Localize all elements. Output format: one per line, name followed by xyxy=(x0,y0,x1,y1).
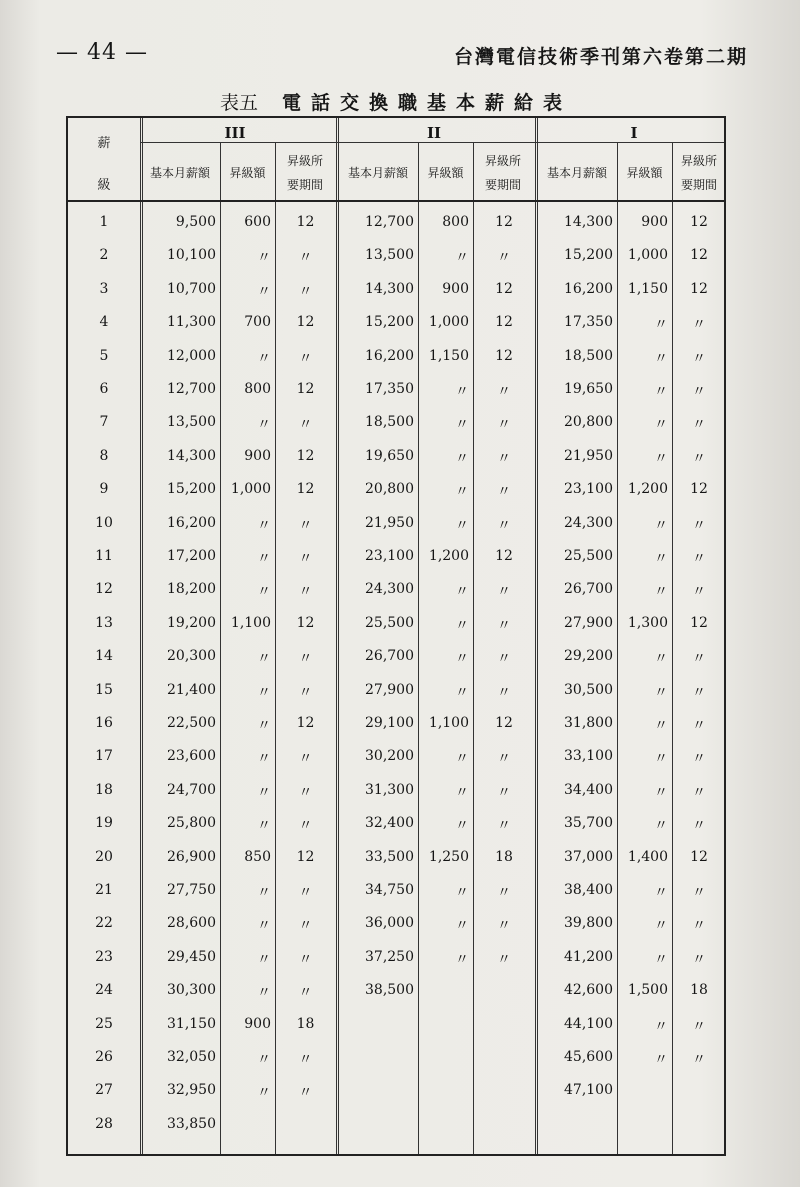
raise-period-cell: 〃 xyxy=(298,684,313,701)
raise-amount-cell: 〃 xyxy=(654,751,668,768)
raise-period-cell: 12 xyxy=(495,280,513,297)
raise-period-cell: 〃 xyxy=(692,517,706,534)
base-salary-cell: 26,900 xyxy=(167,848,216,865)
base-salary-cell: 42,600 xyxy=(564,982,613,999)
base-salary-cell: 25,500 xyxy=(564,548,613,564)
base-salary-cell: 21,950 xyxy=(365,514,414,531)
base-salary-cell: 24,300 xyxy=(564,514,613,531)
raise-period-cell: 〃 xyxy=(692,384,706,400)
raise-amount-cell: 〃 xyxy=(257,1052,271,1068)
page-header xyxy=(56,40,748,74)
base-salary-cell: 12,700 xyxy=(167,381,216,397)
col-header-period-bottom-III: 要期間 xyxy=(286,178,323,192)
raise-period-cell: 12 xyxy=(495,548,513,564)
base-salary-cell: 17,350 xyxy=(365,381,414,397)
raise-amount-cell: 〃 xyxy=(654,350,668,367)
raise-period-cell: 〃 xyxy=(692,584,706,601)
raise-amount-cell: 〃 xyxy=(257,250,271,267)
col-header-period-top-I: 昇級所 xyxy=(680,154,717,168)
base-salary-cell: 17,200 xyxy=(167,548,216,564)
base-salary-cell: 34,400 xyxy=(564,781,613,798)
raise-amount-cell: 〃 xyxy=(654,818,668,835)
group-header-II: II xyxy=(426,124,442,142)
raise-amount-cell: 〃 xyxy=(257,918,271,935)
col-header-period-top-II: 昇級所 xyxy=(484,154,521,168)
raise-amount-cell: 〃 xyxy=(654,1018,668,1035)
base-salary-cell: 12,700 xyxy=(365,214,414,230)
base-salary-cell: 20,800 xyxy=(365,481,414,498)
raise-amount-cell: 〃 xyxy=(455,684,469,701)
group-header-I: I xyxy=(630,124,638,142)
base-salary-cell: 13,500 xyxy=(365,247,414,264)
base-salary-cell: 11,300 xyxy=(167,314,216,331)
col-header-base-I: 基本月薪額 xyxy=(546,166,607,180)
raise-period-cell: 〃 xyxy=(298,417,313,434)
base-salary-cell: 10,100 xyxy=(167,247,216,264)
raise-period-cell: 12 xyxy=(690,614,708,631)
raise-amount-cell: 1,400 xyxy=(627,848,668,865)
base-salary-cell: 27,900 xyxy=(564,614,613,631)
base-salary-cell: 31,800 xyxy=(564,715,613,731)
level-number: 10 xyxy=(95,514,113,531)
raise-amount-cell: 〃 xyxy=(257,985,271,1002)
raise-period-cell: 〃 xyxy=(298,584,313,601)
level-number: 26 xyxy=(95,1049,113,1065)
raise-amount-cell: 〃 xyxy=(455,484,469,501)
raise-amount-cell: 1,000 xyxy=(230,481,271,498)
level-number: 15 xyxy=(95,681,113,698)
raise-amount-cell: 1,150 xyxy=(627,280,668,297)
level-number: 5 xyxy=(99,347,109,364)
raise-amount-cell: 〃 xyxy=(257,718,271,734)
raise-period-cell: 〃 xyxy=(298,818,313,835)
raise-amount-cell: 〃 xyxy=(257,818,271,835)
raise-amount-cell: 〃 xyxy=(455,517,469,534)
raise-period-cell: 〃 xyxy=(497,951,511,968)
raise-period-cell: 〃 xyxy=(497,751,511,768)
level-number: 9 xyxy=(99,481,109,498)
raise-amount-cell: 700 xyxy=(244,314,271,331)
base-salary-cell: 26,700 xyxy=(564,581,613,598)
col-header-raise-III: 昇級額 xyxy=(229,166,266,180)
base-salary-cell: 30,300 xyxy=(167,982,216,999)
base-salary-cell: 29,450 xyxy=(167,948,216,965)
col-header-period-top-III: 昇級所 xyxy=(286,154,323,168)
raise-amount-cell: 〃 xyxy=(654,918,668,935)
raise-amount-cell: 600 xyxy=(244,214,271,230)
level-header-bottom: 級 xyxy=(97,178,111,193)
base-salary-cell: 23,100 xyxy=(564,481,613,498)
raise-amount-cell: 1,500 xyxy=(627,982,668,999)
base-salary-cell: 36,000 xyxy=(365,915,414,932)
level-header-top: 薪 xyxy=(97,136,111,151)
level-number: 11 xyxy=(95,548,113,564)
base-salary-cell: 32,950 xyxy=(167,1082,216,1099)
raise-amount-cell: 〃 xyxy=(654,417,668,434)
base-salary-cell: 25,500 xyxy=(365,614,414,631)
raise-period-cell: 12 xyxy=(495,347,513,364)
base-salary-cell: 12,000 xyxy=(167,347,216,364)
raise-amount-cell: 1,150 xyxy=(428,347,469,364)
raise-amount-cell: 1,300 xyxy=(627,614,668,631)
raise-period-cell: 〃 xyxy=(497,484,511,501)
col-header-period-bottom-II: 要期間 xyxy=(484,178,521,192)
raise-period-cell: 12 xyxy=(690,280,708,297)
base-salary-cell: 20,800 xyxy=(564,414,613,431)
raise-amount-cell: 850 xyxy=(244,848,271,865)
raise-period-cell: 〃 xyxy=(298,951,313,968)
base-salary-cell: 23,600 xyxy=(167,748,216,765)
raise-amount-cell: 800 xyxy=(442,214,469,230)
table-caption xyxy=(0,88,800,118)
raise-amount-cell: 〃 xyxy=(654,584,668,601)
raise-amount-cell: 〃 xyxy=(455,951,469,968)
level-number: 1 xyxy=(99,214,109,230)
raise-amount-cell: 〃 xyxy=(654,450,668,467)
raise-amount-cell: 〃 xyxy=(654,551,668,567)
base-salary-cell: 37,250 xyxy=(365,948,414,965)
raise-period-cell: 18 xyxy=(690,982,708,999)
base-salary-cell: 9,500 xyxy=(175,214,216,230)
base-salary-cell: 19,200 xyxy=(167,614,216,631)
base-salary-cell: 30,200 xyxy=(365,748,414,765)
raise-period-cell: 〃 xyxy=(497,684,511,701)
raise-amount-cell: 〃 xyxy=(257,584,271,601)
raise-amount-cell: 〃 xyxy=(654,718,668,734)
raise-period-cell: 〃 xyxy=(298,885,313,901)
raise-period-cell: 〃 xyxy=(692,317,706,334)
raise-period-cell: 〃 xyxy=(692,885,706,901)
raise-period-cell: 〃 xyxy=(497,617,511,634)
raise-period-cell: 〃 xyxy=(497,384,511,400)
raise-amount-cell: 〃 xyxy=(654,1052,668,1068)
col-header-period-bottom-I: 要期間 xyxy=(680,178,717,192)
base-salary-cell: 45,600 xyxy=(564,1049,613,1065)
base-salary-cell: 44,100 xyxy=(564,1015,613,1032)
raise-period-cell: 〃 xyxy=(692,651,706,668)
base-salary-cell: 18,500 xyxy=(564,347,613,364)
group-header-III: III xyxy=(224,124,246,142)
raise-amount-cell: 〃 xyxy=(654,784,668,801)
level-number: 2 xyxy=(99,247,109,264)
level-number: 19 xyxy=(95,815,113,832)
raise-period-cell: 〃 xyxy=(298,1085,313,1102)
base-salary-cell: 14,300 xyxy=(167,447,216,464)
level-number: 3 xyxy=(99,280,109,297)
base-salary-cell: 16,200 xyxy=(365,347,414,364)
base-salary-cell: 38,500 xyxy=(365,982,414,999)
raise-period-cell: 〃 xyxy=(298,517,313,534)
raise-period-cell: 12 xyxy=(296,715,315,731)
raise-amount-cell: 〃 xyxy=(257,951,271,968)
raise-amount-cell: 〃 xyxy=(257,885,271,901)
level-number: 25 xyxy=(95,1015,113,1032)
raise-amount-cell: 〃 xyxy=(257,283,271,300)
raise-period-cell: 〃 xyxy=(692,951,706,968)
base-salary-cell: 17,350 xyxy=(564,314,613,331)
level-number: 4 xyxy=(99,314,109,331)
raise-period-cell: 12 xyxy=(690,214,708,230)
raise-period-cell: 18 xyxy=(495,848,513,865)
group-divider xyxy=(140,118,143,1154)
raise-amount-cell: 〃 xyxy=(654,951,668,968)
page-number: — 44 — xyxy=(56,40,148,65)
raise-period-cell: 〃 xyxy=(298,1052,313,1068)
raise-period-cell: 12 xyxy=(296,314,315,331)
raise-period-cell: 〃 xyxy=(497,250,511,267)
raise-amount-cell: 〃 xyxy=(654,317,668,334)
raise-period-cell: 〃 xyxy=(692,751,706,768)
base-salary-cell: 10,700 xyxy=(167,280,216,297)
raise-period-cell: 〃 xyxy=(298,985,313,1002)
raise-period-cell: 12 xyxy=(296,848,315,865)
raise-period-cell: 〃 xyxy=(497,784,511,801)
raise-amount-cell: 〃 xyxy=(257,751,271,768)
col-header-base-III: 基本月薪額 xyxy=(149,166,210,180)
raise-period-cell: 〃 xyxy=(692,818,706,835)
raise-amount-cell: 900 xyxy=(244,447,271,464)
base-salary-cell: 32,050 xyxy=(167,1049,216,1065)
base-salary-cell: 34,750 xyxy=(365,882,414,898)
table-number: 表五 xyxy=(220,92,259,114)
group-divider xyxy=(336,118,339,1154)
raise-amount-cell: 900 xyxy=(442,280,469,297)
raise-amount-cell: 〃 xyxy=(257,350,271,367)
base-salary-cell: 14,300 xyxy=(564,214,613,230)
base-salary-cell: 13,500 xyxy=(167,414,216,431)
base-salary-cell: 14,300 xyxy=(365,280,414,297)
raise-amount-cell: 1,200 xyxy=(428,548,469,564)
raise-amount-cell: 〃 xyxy=(455,885,469,901)
raise-amount-cell: 〃 xyxy=(455,784,469,801)
raise-amount-cell: 〃 xyxy=(257,684,271,701)
level-number: 22 xyxy=(95,915,113,932)
group-header-rule xyxy=(140,142,724,143)
raise-amount-cell: 〃 xyxy=(455,250,469,267)
table-title: 電話交換職基本薪給表 xyxy=(282,92,573,114)
base-salary-cell: 31,300 xyxy=(365,781,414,798)
raise-amount-cell: 〃 xyxy=(257,1085,271,1102)
base-salary-cell: 33,500 xyxy=(365,848,414,865)
salary-table xyxy=(66,116,726,1156)
raise-period-cell: 〃 xyxy=(692,417,706,434)
base-salary-cell: 32,400 xyxy=(365,815,414,832)
raise-amount-cell: 1,000 xyxy=(627,247,668,264)
base-salary-cell: 31,150 xyxy=(167,1015,216,1032)
raise-amount-cell: 〃 xyxy=(257,651,271,668)
raise-period-cell: 〃 xyxy=(692,918,706,935)
level-number: 6 xyxy=(99,381,109,397)
raise-period-cell: 18 xyxy=(296,1015,315,1032)
raise-period-cell: 〃 xyxy=(692,551,706,567)
raise-amount-cell: 1,250 xyxy=(428,848,469,865)
base-salary-cell: 29,200 xyxy=(564,648,613,665)
raise-amount-cell: 1,100 xyxy=(428,715,469,731)
raise-period-cell: 12 xyxy=(296,614,315,631)
base-salary-cell: 24,300 xyxy=(365,581,414,598)
raise-period-cell: 〃 xyxy=(497,450,511,467)
base-salary-cell: 16,200 xyxy=(564,280,613,297)
base-salary-cell: 25,800 xyxy=(167,815,216,832)
raise-amount-cell: 〃 xyxy=(455,384,469,400)
raise-amount-cell: 〃 xyxy=(455,651,469,668)
raise-period-cell: 〃 xyxy=(298,751,313,768)
raise-period-cell: 〃 xyxy=(497,517,511,534)
raise-period-cell: 〃 xyxy=(692,718,706,734)
raise-period-cell: 12 xyxy=(495,314,513,331)
base-salary-cell: 18,200 xyxy=(167,581,216,598)
raise-amount-cell: 〃 xyxy=(257,517,271,534)
raise-period-cell: 〃 xyxy=(692,450,706,467)
raise-amount-cell: 〃 xyxy=(257,784,271,801)
base-salary-cell: 33,100 xyxy=(564,748,613,765)
raise-period-cell: 12 xyxy=(296,447,315,464)
raise-period-cell: 〃 xyxy=(298,283,313,300)
base-salary-cell: 20,300 xyxy=(167,648,216,665)
raise-period-cell: 〃 xyxy=(692,784,706,801)
level-number: 8 xyxy=(99,447,109,464)
raise-amount-cell: 1,100 xyxy=(230,614,271,631)
raise-amount-cell: 900 xyxy=(641,214,668,230)
level-number: 21 xyxy=(95,882,113,898)
level-number: 23 xyxy=(95,948,113,965)
raise-amount-cell: 〃 xyxy=(455,918,469,935)
base-salary-cell: 29,100 xyxy=(365,715,414,731)
raise-amount-cell: 900 xyxy=(244,1015,271,1032)
raise-period-cell: 〃 xyxy=(298,551,313,567)
level-number: 7 xyxy=(99,414,109,431)
raise-amount-cell: 〃 xyxy=(455,584,469,601)
base-salary-cell: 23,100 xyxy=(365,548,414,564)
base-salary-cell: 24,700 xyxy=(167,781,216,798)
raise-amount-cell: 1,000 xyxy=(428,314,469,331)
raise-amount-cell: 〃 xyxy=(455,751,469,768)
col-header-raise-I: 昇級額 xyxy=(626,166,663,180)
raise-period-cell: 12 xyxy=(296,381,315,397)
raise-period-cell: 12 xyxy=(296,481,315,498)
group-divider xyxy=(535,118,538,1154)
level-number: 12 xyxy=(95,581,113,598)
level-number: 17 xyxy=(95,748,113,765)
base-salary-cell: 22,500 xyxy=(167,715,216,731)
raise-period-cell: 〃 xyxy=(692,350,706,367)
raise-amount-cell: 〃 xyxy=(654,684,668,701)
base-salary-cell: 19,650 xyxy=(365,447,414,464)
base-salary-cell: 47,100 xyxy=(564,1082,613,1099)
raise-period-cell: 〃 xyxy=(497,885,511,901)
level-number: 13 xyxy=(95,614,113,631)
raise-period-cell: 〃 xyxy=(497,584,511,601)
raise-period-cell: 〃 xyxy=(497,918,511,935)
journal-title: 台灣電信技術季刊第六卷第二期 xyxy=(453,46,748,68)
raise-period-cell: 12 xyxy=(690,481,708,498)
raise-period-cell: 〃 xyxy=(298,350,313,367)
raise-period-cell: 〃 xyxy=(298,918,313,935)
base-salary-cell: 30,500 xyxy=(564,681,613,698)
level-number: 28 xyxy=(95,1115,113,1132)
raise-amount-cell: 800 xyxy=(244,381,271,397)
base-salary-cell: 15,200 xyxy=(365,314,414,331)
raise-amount-cell: 〃 xyxy=(654,885,668,901)
level-number: 20 xyxy=(95,848,113,865)
base-salary-cell: 27,750 xyxy=(167,882,216,898)
level-number: 14 xyxy=(95,648,113,665)
level-number: 18 xyxy=(95,781,113,798)
base-salary-cell: 39,800 xyxy=(564,915,613,932)
raise-period-cell: 〃 xyxy=(692,1018,706,1035)
raise-period-cell: 〃 xyxy=(298,250,313,267)
base-salary-cell: 41,200 xyxy=(564,948,613,965)
raise-period-cell: 〃 xyxy=(692,684,706,701)
base-salary-cell: 16,200 xyxy=(167,514,216,531)
base-salary-cell: 27,900 xyxy=(365,681,414,698)
base-salary-cell: 38,400 xyxy=(564,882,613,898)
raise-amount-cell: 〃 xyxy=(257,551,271,567)
raise-amount-cell: 〃 xyxy=(455,417,469,434)
raise-period-cell: 〃 xyxy=(497,651,511,668)
level-number: 24 xyxy=(95,982,113,999)
raise-period-cell: 12 xyxy=(690,247,708,264)
raise-period-cell: 12 xyxy=(296,214,315,230)
base-salary-cell: 18,500 xyxy=(365,414,414,431)
raise-period-cell: 〃 xyxy=(298,784,313,801)
base-salary-cell: 15,200 xyxy=(564,247,613,264)
col-header-raise-II: 昇級額 xyxy=(427,166,464,180)
raise-amount-cell: 〃 xyxy=(455,450,469,467)
base-salary-cell: 19,650 xyxy=(564,381,613,397)
base-salary-cell: 26,700 xyxy=(365,648,414,665)
header-rule xyxy=(68,200,724,202)
raise-period-cell: 〃 xyxy=(692,1052,706,1068)
base-salary-cell: 15,200 xyxy=(167,481,216,498)
raise-amount-cell: 〃 xyxy=(455,617,469,634)
raise-amount-cell: 〃 xyxy=(654,651,668,668)
raise-amount-cell: 〃 xyxy=(654,517,668,534)
raise-period-cell: 12 xyxy=(495,214,513,230)
col-header-base-II: 基本月薪額 xyxy=(347,166,408,180)
raise-amount-cell: 1,200 xyxy=(627,481,668,498)
level-number: 27 xyxy=(95,1082,113,1099)
raise-period-cell: 〃 xyxy=(497,818,511,835)
base-salary-cell: 33,850 xyxy=(167,1115,216,1132)
base-salary-cell: 35,700 xyxy=(564,815,613,832)
base-salary-cell: 28,600 xyxy=(167,915,216,932)
raise-period-cell: 12 xyxy=(690,848,708,865)
raise-period-cell: 〃 xyxy=(298,651,313,668)
raise-amount-cell: 〃 xyxy=(455,818,469,835)
raise-amount-cell: 〃 xyxy=(654,384,668,400)
raise-period-cell: 12 xyxy=(495,715,513,731)
raise-period-cell: 〃 xyxy=(497,417,511,434)
raise-amount-cell: 〃 xyxy=(257,417,271,434)
base-salary-cell: 21,950 xyxy=(564,447,613,464)
base-salary-cell: 37,000 xyxy=(564,848,613,865)
base-salary-cell: 21,400 xyxy=(167,681,216,698)
level-number: 16 xyxy=(95,715,113,731)
